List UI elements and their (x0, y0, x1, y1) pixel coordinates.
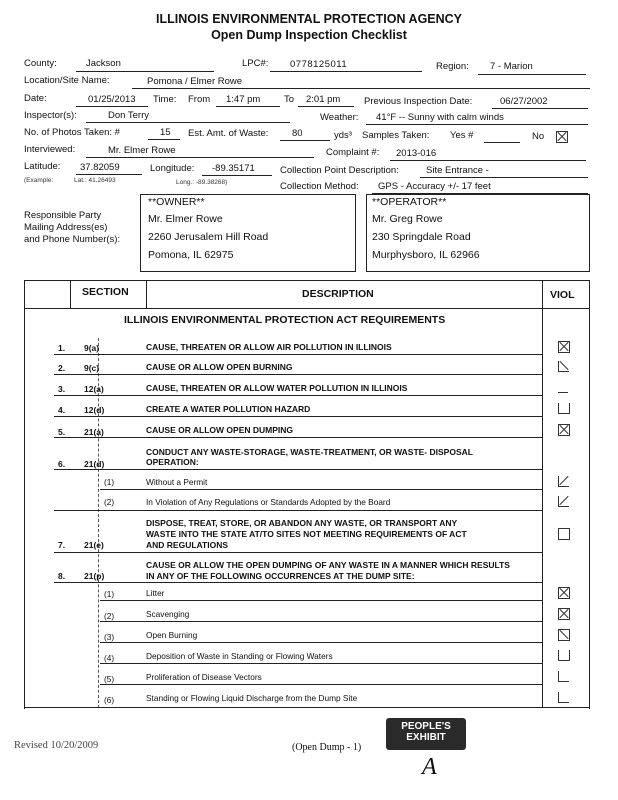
example-label: (Example: (24, 177, 54, 184)
row-8-description-2: IN ANY OF THE FOLLOWING OCCURRENCES AT THE DUMP SITE: (146, 571, 415, 581)
time-to-value: 2:01 pm (306, 94, 341, 105)
samples-no-checkbox[interactable] (556, 131, 568, 143)
row-5-description: CAUSE OR ALLOW OPEN DUMPING (146, 425, 294, 435)
row-2-viol-checkbox[interactable] (558, 361, 569, 372)
weather-value: 41°F -- Sunny with calm winds (376, 112, 504, 123)
latitude-value: 37.82059 (80, 162, 120, 173)
cp-desc-label: Collection Point Description: (280, 165, 399, 176)
row-8-number: 8. (58, 571, 66, 581)
weather-label: Weather: (320, 112, 359, 123)
cp-method-value: GPS - Accuracy +/- 17 feet (378, 181, 491, 192)
row-6-2-viol-checkbox[interactable] (558, 496, 569, 507)
row-6-1-sub: (1) (104, 477, 115, 487)
photos-value: 15 (160, 127, 171, 138)
interviewed-label: Interviewed: (24, 144, 76, 155)
row-8-6-viol-checkbox[interactable] (558, 692, 569, 703)
revised-date: Revised 10/20/2009 (14, 740, 99, 751)
samples-yes: Yes # (450, 130, 474, 141)
row-7-viol-checkbox[interactable] (558, 528, 570, 540)
row-2-section: 9(c) (84, 363, 100, 373)
row-6-description-2: OPERATION: (146, 457, 199, 467)
county-value: Jackson (86, 58, 121, 69)
owner-name: Mr. Elmer Rowe (148, 213, 223, 225)
party-label-2: Mailing Address(es) (24, 222, 108, 233)
location-label: Location/Site Name: (24, 75, 110, 86)
waste-value: 80 (292, 128, 303, 139)
owner-address: 2260 Jerusalem Hill Road (148, 231, 269, 243)
complaint-value: 2013-016 (396, 148, 437, 159)
row-8-4-description: Deposition of Waste in Standing or Flowing Waters (146, 651, 333, 661)
prev-inspection-label: Previous Inspection Date: (364, 96, 473, 107)
party-label-1: Responsible Party (24, 210, 102, 221)
exhibit-stamp-line-1: PEOPLE'S (401, 721, 451, 732)
party-label-3: and Phone Number(s): (24, 234, 121, 245)
row-6-description-1: CONDUCT ANY WASTE-STORAGE, WASTE-TREATMENT, OR WASTE- DISPOSAL (146, 447, 473, 457)
act-requirements-heading: ILLINOIS ENVIRONMENTAL PROTECTION ACT REQUIREMENTS (124, 314, 446, 326)
row-2-number: 2. (58, 363, 66, 373)
row-5-viol-checkbox[interactable] (558, 424, 570, 436)
operator-name: Mr. Greg Rowe (372, 213, 443, 225)
cp-desc-value: Site Entrance - (426, 165, 489, 176)
row-8-3-viol-checkbox[interactable] (558, 629, 570, 641)
row-8-2-sub: (2) (104, 611, 115, 621)
cp-method-label: Collection Method: (280, 181, 359, 192)
col-viol-header: VIOL (550, 289, 575, 301)
row-8-section: 21(p) (84, 571, 105, 581)
exhibit-stamp-line-2: EXHIBIT (406, 732, 446, 743)
row-4-description: CREATE A WATER POLLUTION HAZARD (146, 404, 311, 414)
latitude-label: Latitude: (24, 161, 61, 172)
row-1-section: 9(a) (84, 343, 100, 353)
row-8-1-viol-checkbox[interactable] (558, 587, 570, 599)
complaint-label: Complaint #: (326, 147, 380, 158)
photos-label: No. of Photos Taken: # (24, 127, 120, 138)
row-8-4-sub: (4) (104, 653, 115, 663)
col-description-header: DESCRIPTION (302, 288, 374, 300)
row-3-description: CAUSE, THREATEN OR ALLOW WATER POLLUTION IN ILLINOIS (146, 383, 408, 393)
prev-inspection-value: 06/27/2002 (500, 96, 548, 107)
date-label: Date: (24, 93, 47, 104)
row-8-3-description: Open Burning (146, 630, 198, 640)
region-value: 7 - Marion (490, 61, 533, 72)
row-7-description-3: AND REGULATIONS (146, 540, 229, 550)
row-3-viol-checkbox[interactable] (558, 382, 568, 393)
operator-heading: **OPERATOR** (372, 196, 447, 208)
row-7-number: 7. (58, 540, 66, 550)
region-label: Region: (436, 61, 469, 72)
row-8-6-sub: (6) (104, 695, 115, 705)
row-4-viol-checkbox[interactable] (558, 403, 570, 414)
row-8-6-description: Standing or Flowing Liquid Discharge from the Dump Site (146, 693, 358, 703)
county-label: County: (24, 58, 57, 69)
row-7-description-2: WASTE INTO THE STATE AT/TO SITES NOT MEETING REQUIREMENTS OF ACT (146, 529, 467, 539)
row-6-1-viol-checkbox[interactable] (558, 476, 569, 487)
row-8-5-viol-checkbox[interactable] (558, 671, 569, 682)
row-7-description-1: DISPOSE, TREAT, STORE, OR ABANDON ANY WASTE, OR TRANSPORT ANY (146, 518, 458, 528)
row-6-section: 21(d) (84, 459, 105, 469)
row-2-description: CAUSE OR ALLOW OPEN BURNING (146, 362, 293, 372)
exhibit-stamp (386, 718, 466, 750)
lpc-value: 0778125011 (290, 59, 348, 70)
longitude-value: -89.35171 (212, 163, 255, 174)
row-6-2-sub: (2) (104, 497, 115, 507)
row-8-2-viol-checkbox[interactable] (558, 608, 570, 620)
row-8-5-description: Proliferation of Disease Vectors (146, 672, 262, 682)
row-1-number: 1. (58, 343, 66, 353)
row-8-3-sub: (3) (104, 632, 115, 642)
page-label: (Open Dump - 1) (292, 742, 362, 753)
time-from-value: 1:47 pm (226, 94, 261, 105)
row-6-2-description: In Violation of Any Regulations or Standards Adopted by the Board (146, 497, 391, 507)
row-7-section: 21(e) (84, 540, 104, 550)
example-lat: Lat.: 41.26493 (74, 177, 116, 184)
samples-no: No (532, 131, 545, 142)
longitude-label: Longitude: (150, 163, 195, 174)
row-6-1-description: Without a Permit (146, 477, 208, 487)
operator-city: Murphysboro, IL 62966 (372, 249, 480, 261)
row-8-2-description: Scavenging (146, 609, 190, 619)
row-1-description: CAUSE, THREATEN OR ALLOW AIR POLLUTION IN ILLINOIS (146, 342, 392, 352)
exhibit-letter: A (422, 754, 437, 780)
waste-label: Est. Amt. of Waste: (188, 128, 269, 139)
row-4-section: 12(d) (84, 405, 105, 415)
time-label: Time: (153, 94, 177, 105)
col-section-header: SECTION (82, 286, 129, 298)
row-8-description-1: CAUSE OR ALLOW THE OPEN DUMPING OF ANY WASTE IN A MANNER WHICH RESULTS (146, 560, 510, 570)
agency-title: ILLINOIS ENVIRONMENTAL PROTECTION AGENCY (155, 12, 463, 26)
row-3-section: 12(a) (84, 384, 104, 394)
owner-heading: **OWNER** (148, 196, 205, 208)
interviewed-value: Mr. Elmer Rowe (108, 145, 176, 156)
example-long: Long.: -89.38268) (176, 179, 228, 186)
waste-unit: yds³ (334, 130, 352, 141)
lpc-label: LPC#: (242, 58, 269, 69)
row-6-number: 6. (58, 459, 66, 469)
page-title: Open Dump Inspection Checklist (211, 28, 407, 42)
row-8-1-sub: (1) (104, 589, 115, 599)
time-to-label: To (284, 94, 295, 105)
owner-city: Pomona, IL 62975 (148, 249, 234, 261)
inspectors-label: Inspector(s): (24, 110, 77, 121)
row-3-number: 3. (58, 384, 66, 394)
date-value: 01/25/2013 (88, 94, 136, 105)
row-1-viol-checkbox[interactable] (558, 341, 570, 353)
row-4-number: 4. (58, 405, 66, 415)
location-value: Pomona / Elmer Rowe (147, 76, 243, 87)
operator-address: 230 Springdale Road (372, 231, 471, 243)
row-8-4-viol-checkbox[interactable] (558, 650, 570, 661)
inspectors-value: Don Terry (108, 110, 150, 121)
time-from-label: From (188, 94, 211, 105)
samples-label: Samples Taken: (362, 130, 430, 141)
row-8-1-description: Litter (146, 588, 165, 598)
row-5-section: 21(a) (84, 427, 104, 437)
row-8-5-sub: (5) (104, 674, 115, 684)
row-5-number: 5. (58, 427, 66, 437)
